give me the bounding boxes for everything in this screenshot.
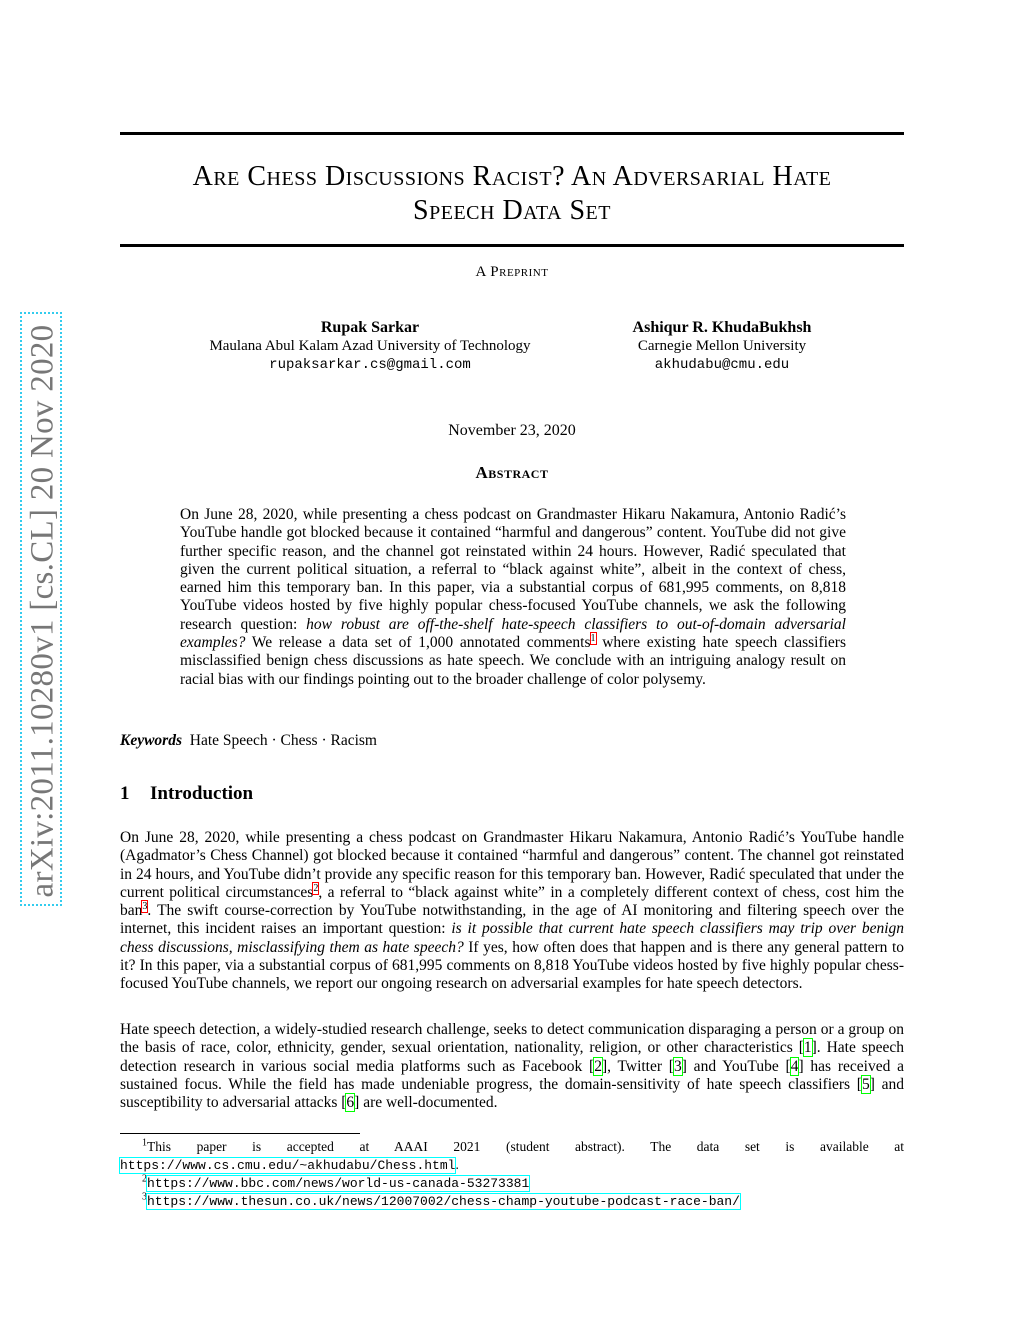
abstract-text-1: On June 28, 2020, while presenting a chess podcast on Grandmaster Hikaru Nakamura, Antonio Radić’s YouTube handle got blocked because it contained “harmful and dangerous” content. YouTube did not give further specific reason, and the channel got reinstated within 24 hours. However, Radić speculated that given the current political situation, a referral to “black against white”, albeit in the context of chess, earned him this temporary ban. In this paper, via a substantial corpus of 681,995 comments, on 8,818 YouTube videos hosted by five highly popular chess-focused YouTube channels, we ask the following research question: [180, 506, 846, 633]
abstract-text-3: where existing hate speech classifiers misclassified benign chess discussions as hate speech. We conclude with an intriguing analogy result on racial bias with our findings pointing out to the broader challenge of color polysemy. [180, 634, 846, 688]
abstract-heading: Abstract [475, 463, 549, 482]
author-2-email[interactable]: akhudabu@cmu.edu [654, 357, 790, 373]
footnote-rule [120, 1133, 360, 1134]
intro-p1-text-c: . The swift course-correction by YouTube notwithstanding, in the age of AI monitoring and filtering speech over the internet, this incident raises an important question: [120, 902, 904, 938]
footnote-ref-3[interactable]: 3 [142, 901, 148, 913]
author-1-affiliation: Maulana Abul Kalam Azad University of Technology [209, 338, 531, 354]
abstract-body [180, 506, 846, 689]
section-title: Introduction [150, 783, 254, 804]
footnote-ref-1[interactable]: 1 [590, 632, 596, 644]
footnote-ref-2[interactable]: 2 [313, 882, 319, 894]
section-heading [120, 783, 253, 805]
citation-3[interactable]: 3 [673, 1057, 682, 1075]
bottom-rule [120, 244, 904, 247]
intro-p2-text-b: ]. Hate speech detection research in various social media platforms such as Facebook [ [120, 1039, 904, 1075]
section-number: 1 [120, 783, 130, 804]
abstract-research-question: how robust are off-the-shelf hate-speech classifiers to out-of-domain adversarial examples? [180, 615, 846, 652]
footnote-1-url[interactable]: https://www.cs.cmu.edu/~akhudabu/Chess.html [120, 1158, 456, 1173]
paper-title [120, 160, 904, 228]
footnote-1-tail: . [455, 1157, 459, 1172]
intro-p1-text-a: On June 28, 2020, while presenting a chess podcast on Grandmaster Hikaru Nakamura, Antonio Radić’s YouTube handle (Agadmator’s Chess Channel) got blocked because it contained “harmful and dangerous” content. The channel got reinstated in 24 hours, and YouTube didn’t provide any specific reason for this temporary ban. However, Radić speculated that under the current political circumstances [120, 829, 904, 901]
footnote-1-mark: 1 [142, 1137, 147, 1149]
paper-date: November 23, 2020 [448, 422, 576, 439]
citation-2[interactable]: 2 [594, 1057, 602, 1075]
intro-p2-text-c: ], Twitter [ [601, 1057, 674, 1075]
author-2 [592, 318, 852, 375]
footnote-2-mark: 2 [142, 1173, 147, 1185]
author-2-affiliation: Carnegie Mellon University [637, 338, 807, 354]
citation-6[interactable]: 6 [346, 1094, 355, 1112]
arxiv-stamp-box [20, 312, 62, 906]
intro-p2-text-f: ] and susceptibility to adversarial attacks [ [120, 1075, 904, 1112]
footnote-3-mark: 3 [142, 1191, 147, 1203]
intro-p2-text-a: Hate speech detection, a widely-studied research challenge, seeks to detect communication disparaging a person or a group on the basis of race, color, ethnicity, gender, sexual orientation, nationality, religion, or other characteristics [ [120, 1021, 904, 1057]
intro-p1-question: is it possible that current hate speech classifiers may trip over benign chess discussions, misclassifying them as hate speech? [120, 920, 905, 956]
title-line-2: Speech Data Set [413, 195, 611, 226]
citation-4[interactable]: 4 [790, 1057, 799, 1075]
intro-p2-text-g: ] are well-documented. [354, 1094, 498, 1112]
footnote-3-url[interactable]: https://www.thesun.co.uk/news/12007002/chess-champ-youtube-podcast-race-ban/ [147, 1194, 740, 1209]
citation-5[interactable]: 5 [861, 1075, 870, 1093]
footnote-1-text: This paper is accepted at AAAI 2021 (student abstract). The data set is available at [147, 1139, 904, 1154]
keywords-label: Keywords [120, 732, 182, 749]
keywords-list: Hate Speech · Chess · Racism [189, 732, 377, 749]
author-1 [170, 318, 570, 375]
footnote-3 [120, 1192, 904, 1210]
top-rule [120, 132, 904, 135]
footnote-1-url-line [120, 1156, 904, 1174]
intro-paragraph-2 [120, 1021, 904, 1112]
citation-1[interactable]: 1 [803, 1039, 812, 1057]
preprint-label: A Preprint [475, 264, 549, 280]
intro-p1-text-d: If yes, how often does that happen and is there any general pattern to it? In this paper, via a substantial corpus of 681,995 comments on 8,818 YouTube videos hosted by five highly popular chess-focused YouTube channels, we report our ongoing research on adversarial examples for hate speech detectors. [120, 938, 904, 993]
author-2-name: Ashiqur R. KhudaBukhsh [632, 319, 812, 336]
footnote-2-url[interactable]: https://www.bbc.com/news/world-us-canada-53273381 [147, 1176, 530, 1191]
author-1-email[interactable]: rupaksarkar.cs@gmail.com [269, 357, 471, 373]
arxiv-stamp: arXiv:2011.10280v1 [cs.CL] 20 Nov 2020 [24, 324, 61, 898]
author-1-name: Rupak Sarkar [320, 319, 420, 336]
footnote-2 [120, 1174, 904, 1192]
intro-paragraph-1 [120, 829, 904, 994]
intro-p2-text-e: ] has received a sustained focus. While the field has made undeniable progress, the domain-sensitivity of hate speech classifiers [ [120, 1057, 904, 1093]
footnote-1 [120, 1138, 904, 1155]
title-line-1: Are Chess Discussions Racist? An Adversarial Hate [192, 161, 832, 192]
abstract-text-2: We release a data set of 1,000 annotated comments [245, 634, 591, 652]
keywords-line [120, 732, 377, 750]
intro-p1-text-b: , a referral to “black against white” in a completely different context of chess, cost him the ban [120, 883, 904, 920]
intro-p2-text-d: ] and YouTube [ [681, 1057, 791, 1075]
